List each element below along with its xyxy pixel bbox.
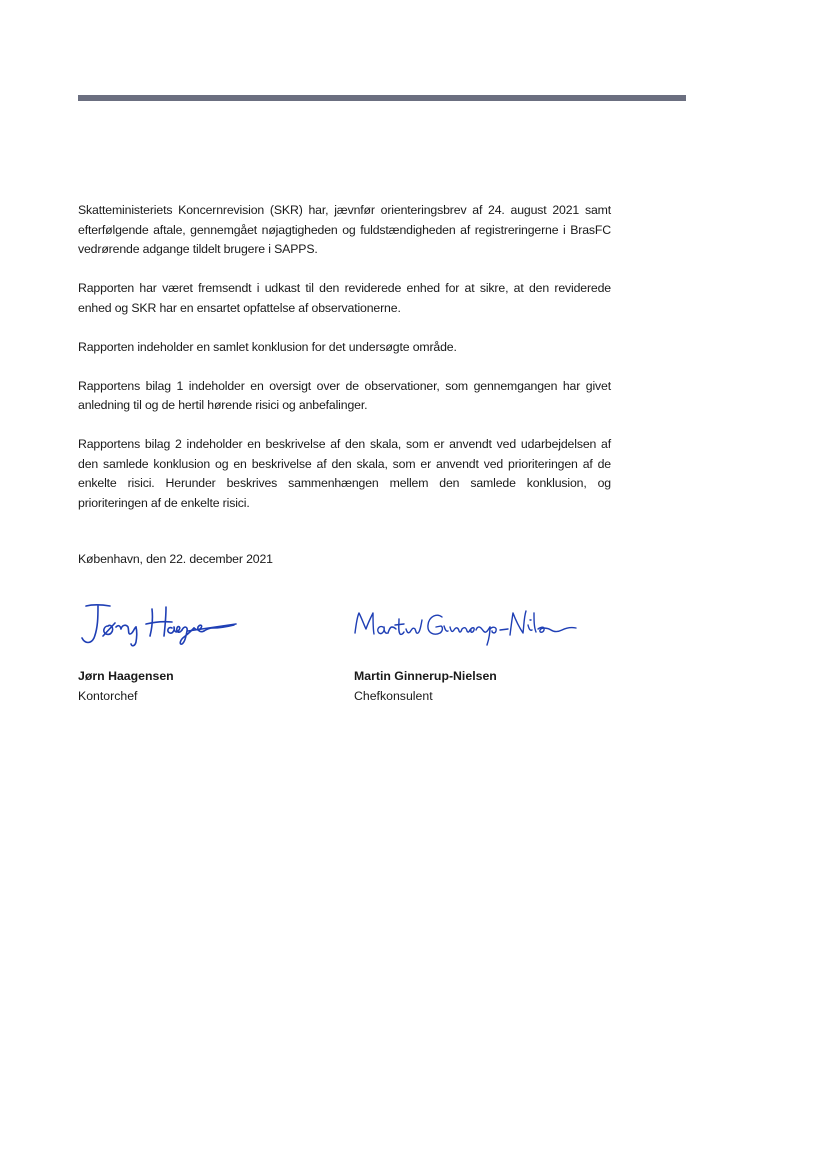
paragraph-appendix-1: Rapportens bilag 1 indeholder en oversigt over de observationer, som gennemgangen har givet anledning til og de hertil hørende risici og anbefalinger. — [78, 378, 611, 412]
paragraph-draft: Rapporten har været fremsendt i udkast til den reviderede enhed for at sikre, at den reviderede enhed og SKR har en ensartet opfattelse af observationerne. — [78, 281, 611, 315]
header-rule — [78, 95, 686, 101]
place-date: København, den 22. december 2021 — [78, 552, 273, 566]
signer-title: Kontorchef — [78, 688, 138, 703]
signer-title: Chefkonsulent — [354, 688, 433, 703]
signer-block-1 — [78, 667, 174, 706]
signature-martin-ginnerup-nielsen — [352, 605, 587, 650]
paragraph-intro: Skatteministeriets Koncernrevision (SKR) har, jævnfør orienteringsbrev af 24. august 2021 samt efterfølgende aftale, gennemgået nøjagtigheden og fuldstændigheden af registreringerne i BrasFC vedrørende adgange tildelt brugere i SAPPS. — [78, 203, 611, 256]
signer-name: Jørn Haagensen — [78, 669, 174, 683]
signer-name: Martin Ginnerup-Nielsen — [354, 669, 497, 683]
report-body — [78, 201, 611, 533]
signer-block-2 — [354, 667, 497, 706]
paragraph-appendix-2: Rapportens bilag 2 indeholder en beskrivelse af den skala, som er anvendt ved udarbejdelsen af den samlede konklusion og en beskrivelse af den skala, som er anvendt ved prioriteringen af de enkelte risici. Herunder beskrives sammenhængen mellem den samlede konklusion, og prioriteringen af de enkelte risici. — [78, 437, 611, 510]
signature-jorn-haagensen — [76, 600, 246, 650]
paragraph-conclusion: Rapporten indeholder en samlet konklusion for det undersøgte område. — [78, 339, 457, 354]
